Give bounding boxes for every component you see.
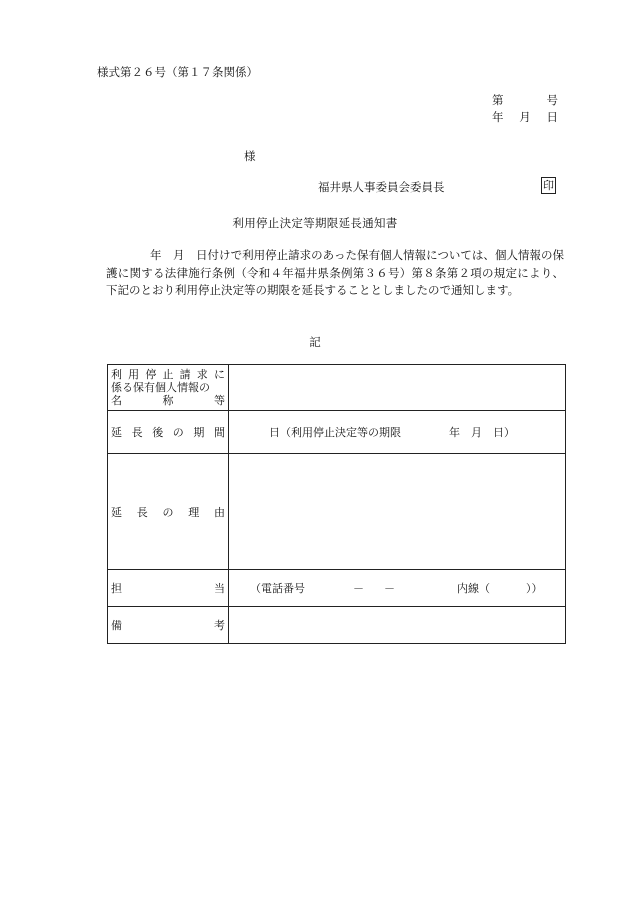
reason-row [108,454,566,570]
date-month: 月 [519,110,531,124]
period-label: 延 長 後 の 期 間 [108,411,229,454]
reason-field[interactable] [229,454,566,570]
period-row [108,411,566,454]
date-day: 日 [546,110,558,124]
info-name-label-line3: 名 称 等 [111,394,225,407]
ki-heading: 記 [309,335,321,349]
phone-dash-2: － [384,582,395,595]
info-name-field[interactable] [229,365,566,411]
phone-dash-1: － [353,582,364,595]
date-year: 年 [492,110,504,124]
document-number [492,92,558,108]
extension-form-table [107,364,566,644]
remarks-field[interactable] [229,607,566,644]
person-label: 担 当 [108,570,229,607]
extension-label: 内線（ [457,582,490,595]
info-name-label [108,365,229,411]
extension-close: ）） [526,582,543,595]
document-number-suffix: 号 [546,93,558,107]
info-name-label-line1: 利 用 停 止 請 求 に [111,368,225,381]
person-row [108,570,566,607]
sender-title: 福井県人事委員会委員長 [318,180,445,194]
remarks-row [108,607,566,644]
document-title: 利用停止決定等期限延長通知書 [232,216,398,230]
phone-label: （電話番号 [250,582,305,595]
addressee-honorific: 様 [244,149,256,163]
reason-label: 延 長 の 理 由 [108,454,229,570]
form-number: 様式第２６号（第１７条関係） [97,65,258,79]
body-paragraph: 年 月 日付けで利用停止請求のあった保有個人情報については、個人情報の保護に関する法律施行条例（令和４年福井県条例第３６号）第８条第２項の規定により、下記のとおり利用停止決定等の期限を延長することとしましたので通知します。 [106,248,564,297]
info-name-row [108,365,566,411]
period-value-date: 年 月 日） [449,426,515,439]
info-name-label-line2: 係る保有個人情報の [111,381,210,394]
seal-mark: 印 [543,179,554,192]
remarks-label: 備 考 [108,607,229,644]
period-value-prefix: 日（利用停止決定等の期限 [269,426,401,439]
document-number-prefix: 第 [492,93,504,107]
document-date [492,109,558,125]
period-field[interactable] [229,411,566,454]
person-field[interactable] [229,570,566,607]
